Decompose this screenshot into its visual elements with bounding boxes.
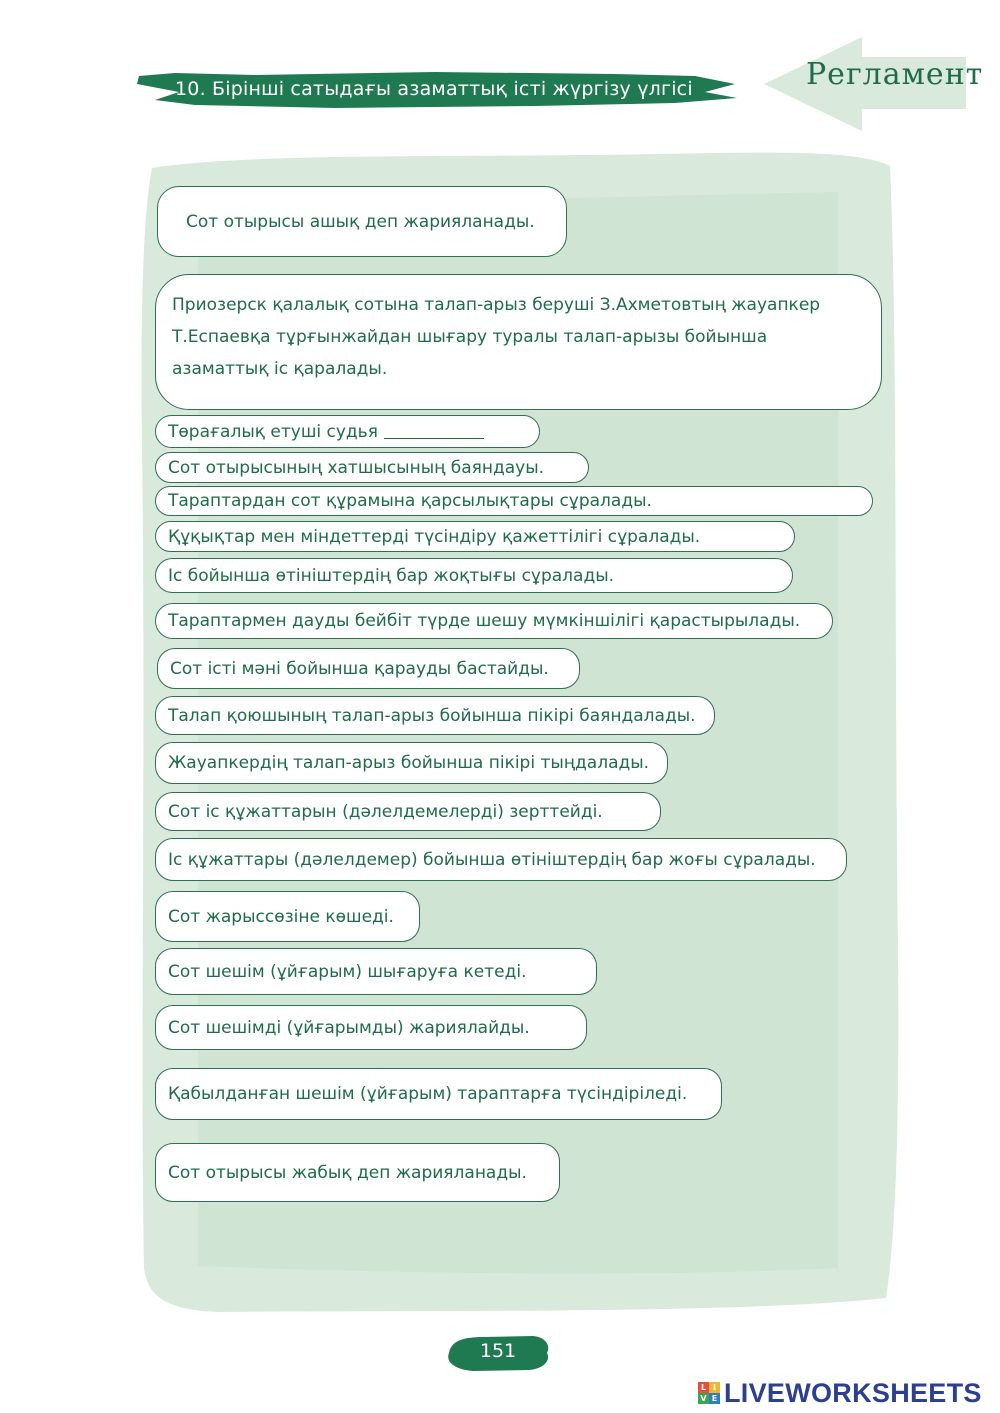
statement-text: Талап қоюшының талап-арыз бойынша пікірі баяндалады. xyxy=(168,705,696,726)
statement-box[interactable] xyxy=(157,186,567,257)
statement-box[interactable] xyxy=(155,486,873,516)
statement-text: Приозерск қалалық сотына талап-арыз беруші З.Ахметовтың жауапкер Т.Еспаевқа тұрғынжайдан шығару туралы талап-арызы бойынша азаматтық іс қаралады. xyxy=(172,295,821,379)
statement-box[interactable] xyxy=(155,948,597,995)
statement-text: Сот отырысы ашық деп жарияланады. xyxy=(186,211,535,232)
logo-letter: V xyxy=(698,1393,709,1404)
section-title: 10. Бірінші сатыдағы азаматтық істі жүргізу үлгісі xyxy=(175,78,693,100)
statement-text: Сот шешім (ұйғарым) шығаруға кетеді. xyxy=(168,961,527,982)
reglament-label: Регламент xyxy=(806,57,984,92)
reglament-badge xyxy=(760,35,984,133)
header-banner xyxy=(135,70,740,110)
page-number-text: 151 xyxy=(479,1340,517,1362)
statement-text: Сот отырысы жабық деп жарияланады. xyxy=(168,1162,527,1183)
statement-text: Сот шешімді (ұйғарымды) жариялайды. xyxy=(168,1017,530,1038)
statement-box[interactable] xyxy=(155,1143,560,1202)
brand-name: LIVEWORKSHEETS xyxy=(724,1377,982,1408)
statement-box[interactable] xyxy=(155,1005,587,1050)
statement-text: Сот отырысының хатшысының баяндауы. xyxy=(168,457,545,478)
statement-box[interactable] xyxy=(155,1068,722,1120)
statement-text: Сот істі мәні бойынша қарауды бастайды. xyxy=(170,658,549,679)
statement-text: Іс бойынша өтініштердің бар жоқтығы сұралады. xyxy=(168,565,615,586)
statement-text: Төрағалық етуші судья xyxy=(168,421,378,442)
statement-box[interactable] xyxy=(155,838,847,881)
statement-text: Сот іс құжаттарын (дәлелдемелерді) зерттейді. xyxy=(168,801,603,822)
statement-box[interactable] xyxy=(155,415,540,448)
statement-box[interactable] xyxy=(155,521,795,552)
statement-box[interactable] xyxy=(155,891,420,942)
statement-box[interactable] xyxy=(155,603,833,639)
statement-text: Сот жарыссөзіне көшеді. xyxy=(168,906,394,927)
statement-text: Іс құжаттары (дәлелдемер) бойынша өтініштердің бар жоғы сұралады. xyxy=(168,849,816,870)
statement-box[interactable] xyxy=(155,274,882,410)
page-number xyxy=(443,1333,553,1373)
statement-box[interactable] xyxy=(155,742,668,784)
answer-blank[interactable] xyxy=(384,424,484,439)
statement-box[interactable] xyxy=(157,648,580,689)
logo-letter: L xyxy=(698,1382,709,1393)
liveworksheets-logo xyxy=(698,1377,982,1409)
statement-box[interactable] xyxy=(155,696,715,735)
statement-box[interactable] xyxy=(155,792,661,831)
statement-text: Құқықтар мен міндеттерді түсіндіру қажеттілігі сұралады. xyxy=(168,526,701,547)
statement-text: Жауапкердің талап-арыз бойынша пікірі тыңдалады. xyxy=(168,753,650,773)
logo-icon xyxy=(698,1382,720,1404)
logo-letter: E xyxy=(709,1393,720,1404)
statement-box[interactable] xyxy=(155,452,589,483)
statement-text: Тараптармен дауды бейбіт түрде шешу мүмкіншілігі қарастырылады. xyxy=(168,611,801,631)
statement-text: Қабылданған шешім (ұйғарым) тараптарға түсіндіріледі. xyxy=(168,1084,688,1104)
statement-box[interactable] xyxy=(155,558,793,593)
statement-text: Тараптардан сот құрамына қарсылықтары сұралады. xyxy=(168,491,652,511)
logo-letter: I xyxy=(709,1382,720,1393)
